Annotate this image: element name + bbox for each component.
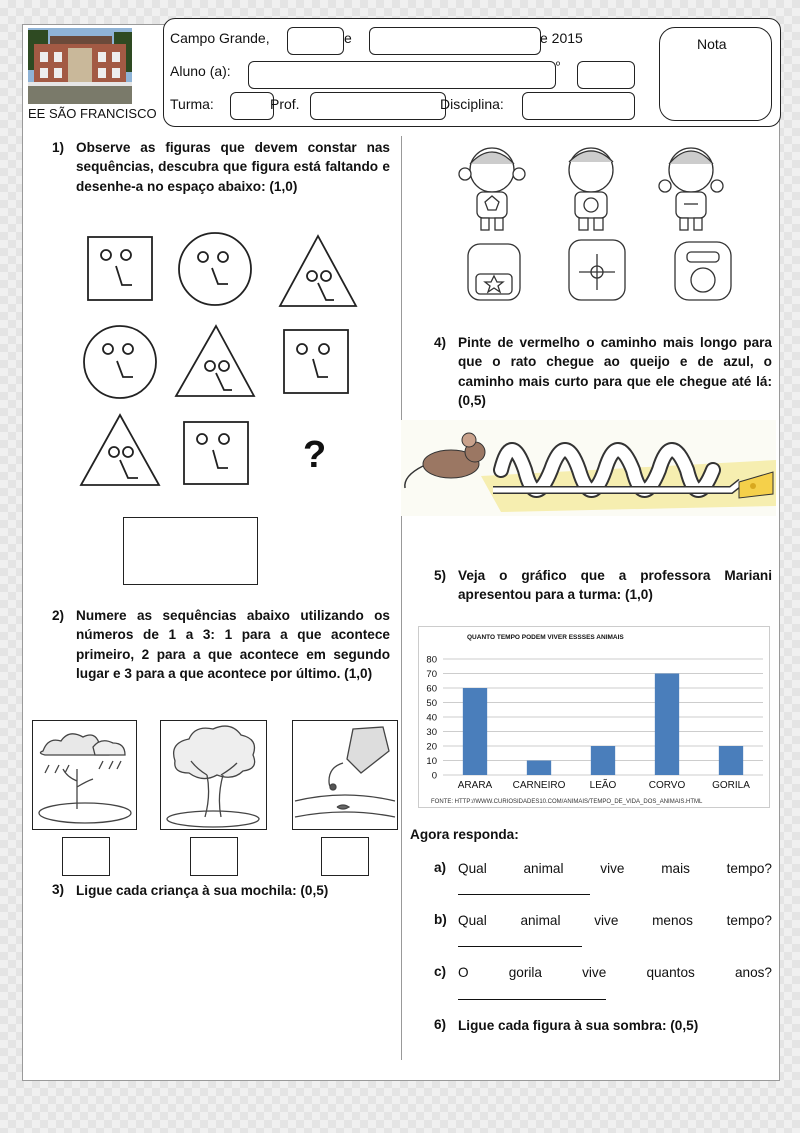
y-tick-label: 50	[426, 698, 437, 709]
y-tick-label: 0	[431, 770, 437, 782]
word: gorila	[508, 965, 542, 980]
sequence-planting-picture	[292, 720, 398, 830]
chart-source: FONTE: HTTP://WWW.CURIOSIDADES10.COM/ANIMAIS/TEMPO_DE_VIDA_DOS_ANIMAIS.HTML	[431, 799, 703, 805]
x-tick-label: CORVO	[648, 780, 686, 791]
class-label: Turma:	[170, 96, 214, 112]
triangle-face	[280, 236, 356, 306]
girl-figure	[459, 148, 525, 230]
backpack-flower	[569, 240, 625, 300]
subject-label: Disciplina:	[440, 96, 504, 112]
bar-leão	[591, 746, 615, 775]
q5-text: Veja o gráfico que a professora Mariani apresentou para a turma: (1,0)	[458, 568, 772, 603]
sequence-answer-box-3[interactable]	[321, 837, 369, 876]
answer-c-line[interactable]	[458, 999, 606, 1000]
word: animal	[523, 861, 564, 876]
word: O	[458, 965, 469, 980]
y-tick-label: 20	[426, 741, 437, 753]
bar-arara	[463, 688, 487, 775]
word: Qual	[458, 861, 487, 876]
girl-figure	[659, 148, 723, 230]
day-field[interactable]	[287, 27, 344, 55]
class-field[interactable]	[230, 92, 274, 120]
column-divider	[401, 136, 402, 1060]
q1-number: 1)	[52, 140, 65, 155]
backpack-star	[468, 244, 520, 300]
grade-label: Nota	[697, 36, 727, 52]
teacher-label: Prof.	[270, 96, 300, 112]
x-tick-label: CARNEIRO	[512, 780, 566, 791]
answer-a-question	[458, 859, 772, 878]
q1-answer-box[interactable]	[123, 517, 258, 585]
lifespan-chart	[418, 626, 770, 808]
circle-face	[84, 326, 156, 398]
q3-text: Ligue cada criança à sua mochila: (0,5)	[76, 883, 329, 898]
square-face	[284, 330, 348, 393]
word: tempo?	[726, 913, 772, 928]
word: tempo?	[726, 861, 772, 876]
answer-b-label: b)	[434, 912, 447, 927]
sequence-tree-picture	[160, 720, 267, 830]
sequence-rain-picture	[32, 720, 137, 830]
sequence-answer-box-2[interactable]	[190, 837, 238, 876]
answers-title: Agora responda:	[410, 827, 519, 842]
q1-shapes-grid	[76, 228, 376, 500]
school-photo	[28, 28, 132, 104]
q4-text: Pinte de vermelho o caminho mais longo para que o rato chegue ao queijo e de azul, o caminho mais curto para que ele chegue até lá: (0,5)	[458, 335, 772, 409]
de-label: e	[344, 30, 352, 46]
q6-text: Ligue cada figura à sua sombra: (0,5)	[458, 1018, 699, 1033]
student-field[interactable]	[248, 61, 556, 89]
q2-number: 2)	[52, 608, 65, 623]
q1-text: Observe as figuras que devem constar nas sequências, descubra que figura está faltando e desenhe-a no espaço abaixo: (1,0)	[76, 140, 390, 194]
number-label: º	[556, 60, 561, 72]
triangle-face	[81, 415, 159, 485]
square-face	[88, 237, 152, 300]
y-tick-label: 10	[426, 756, 437, 767]
q3-number: 3)	[52, 882, 65, 897]
x-tick-label: ARARA	[457, 780, 493, 791]
word: vive	[594, 913, 619, 928]
y-tick-label: 70	[426, 669, 437, 680]
word: vive	[600, 861, 625, 876]
word: quantos	[646, 965, 695, 980]
mouse-cheese-maze	[401, 420, 776, 516]
x-tick-label: LEÃO	[589, 780, 617, 791]
y-tick-label: 80	[426, 654, 437, 666]
y-tick-label: 60	[426, 683, 437, 695]
mystery-mark: ?	[303, 434, 327, 476]
word: mais	[661, 861, 690, 876]
word: anos?	[734, 965, 772, 980]
word: animal	[520, 913, 561, 928]
subject-field[interactable]	[522, 92, 635, 120]
school-name: EE SÃO FRANCISCO	[28, 106, 157, 121]
q6-number: 6)	[434, 1017, 447, 1032]
answer-b-question	[458, 911, 772, 930]
answer-b-line[interactable]	[458, 946, 582, 947]
month-field[interactable]	[369, 27, 541, 55]
square-face	[184, 422, 248, 484]
y-tick-label: 30	[426, 727, 437, 738]
sequence-answer-box-1[interactable]	[62, 837, 110, 876]
backpack-circle	[675, 242, 731, 300]
city-label: Campo Grande,	[170, 30, 270, 46]
answer-c-question	[458, 963, 772, 982]
bar-gorila	[719, 746, 743, 775]
student-label: Aluno (a):	[170, 63, 231, 79]
bar-carneiro	[527, 761, 551, 776]
word: vive	[582, 965, 607, 980]
triangle-face	[176, 326, 254, 396]
y-tick-label: 40	[426, 712, 437, 724]
word: menos	[652, 913, 693, 928]
q2-text: Numere as sequências abaixo utilizando os números de 1 a 3: 1 para a que acontece primeiro, 2 para a que acontece em segundo lugar e 3 para a que acontece por último. (1,0)	[76, 608, 390, 682]
answer-c-label: c)	[434, 964, 447, 979]
teacher-field[interactable]	[310, 92, 446, 120]
bar-corvo	[655, 674, 679, 776]
x-tick-label: GORILA	[712, 780, 750, 791]
q4-number: 4)	[434, 335, 447, 350]
q5-number: 5)	[434, 568, 447, 583]
boy-figure	[569, 148, 613, 230]
circle-face	[179, 233, 251, 305]
answer-a-line[interactable]	[458, 894, 590, 895]
word: Qual	[458, 913, 487, 928]
year-label: e 2015	[540, 30, 583, 46]
answer-a-label: a)	[434, 860, 447, 875]
number-field[interactable]	[577, 61, 635, 89]
children-and-backpacks	[455, 140, 740, 306]
chart-title: QUANTO TEMPO PODEM VIVER ESSSES ANIMAIS	[467, 634, 624, 641]
